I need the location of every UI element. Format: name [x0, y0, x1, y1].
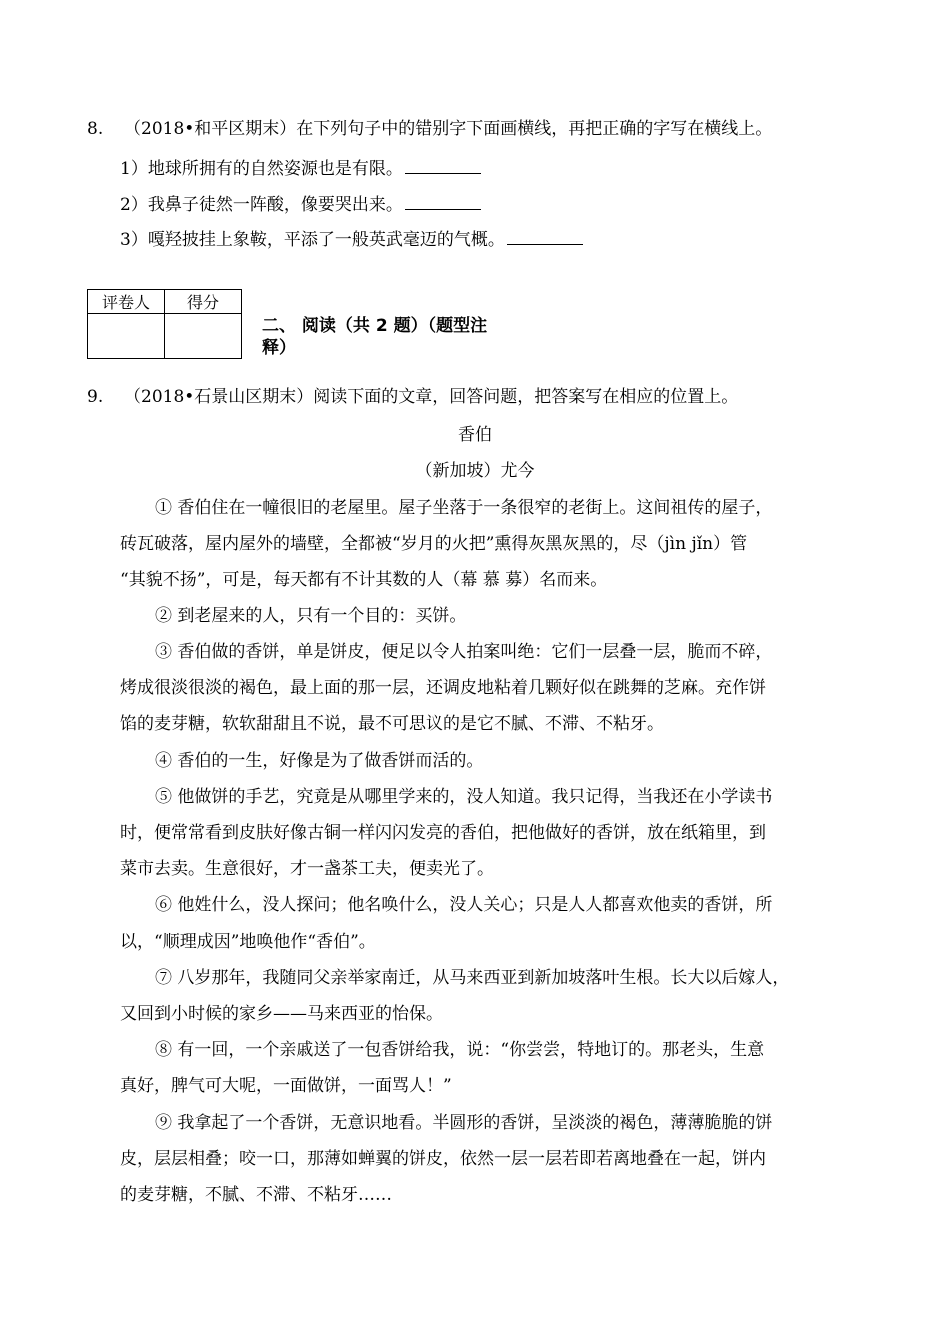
q8-item-2-blank[interactable]	[405, 195, 481, 210]
paragraph-line: 皮，层层相叠；咬一口，那薄如蝉翼的饼皮，依然一层一层若即若离地叠在一起，饼内	[120, 1149, 766, 1169]
q8-item-1-text: 1）地球所拥有的自然姿源也是有限。	[120, 159, 403, 179]
q8-item-2-text: 2）我鼻子徒然一阵酸，像要哭出来。	[120, 195, 403, 215]
article-title: 香伯	[458, 425, 492, 445]
paragraph-line: 又回到小时候的家乡——马来西亚的怡保。	[120, 1004, 443, 1024]
paragraph-line: ④ 香伯的一生，好像是为了做香饼而活的。	[155, 751, 484, 771]
score-table-grader-header: 评卷人	[88, 290, 165, 314]
score-table-score-header: 得分	[165, 290, 242, 314]
paragraph-line: ① 香伯住在一幢很旧的老屋里。屋子坐落于一条很窄的老街上。这间祖传的屋子，	[155, 498, 773, 518]
q9-number: 9.	[87, 387, 104, 407]
q8-item-3-text: 3）嘎羟披挂上象鞍，平添了一般英武毫迈的气概。	[120, 230, 505, 250]
paragraph-line: ② 到老屋来的人，只有一个目的：买饼。	[155, 606, 467, 626]
paragraph-line: 砖瓦破落，屋内屋外的墙壁，全都被“岁月的火把”熏得灰黑灰黑的，尽（jìn jǐn）管	[120, 534, 748, 554]
paragraph-line: ⑨ 我拿起了一个香饼，无意识地看。半圆形的香饼，呈淡淡的褐色，薄薄脆脆的饼	[155, 1113, 773, 1133]
q8-number: 8.	[87, 119, 104, 139]
q8-stem: （2018•和平区期末）在下列句子中的错别字下面画横线，再把正确的字写在横线上。	[124, 119, 773, 139]
paragraph-line: ⑧ 有一回，一个亲戚送了一包香饼给我，说：“你尝尝，特地订的。那老头，生意	[155, 1040, 765, 1060]
paragraph-line: 的麦芽糖，不腻、不滞、不粘牙……	[120, 1185, 392, 1205]
paragraph-line: 时，便常常看到皮肤好像古铜一样闪闪发亮的香伯，把他做好的香饼，放在纸箱里，到	[120, 823, 766, 843]
paragraph-line: ⑥ 他姓什么，没人探问；他名唤什么，没人关心；只是人人都喜欢他卖的香饼，所	[155, 895, 773, 915]
score-table-score-cell[interactable]	[165, 314, 242, 359]
paragraph-line: 真好，脾气可大呢，一面做饼，一面骂人！”	[120, 1076, 452, 1096]
score-table	[87, 289, 242, 359]
q8-item-1	[120, 158, 481, 180]
paragraph-line: “其貌不扬”，可是，每天都有不计其数的人（幕 慕 募）名而来。	[120, 570, 608, 590]
paragraph-line: ⑦ 八岁那年，我随同父亲举家南迁，从马来西亚到新加坡落叶生根。长大以后嫁人，	[155, 968, 790, 988]
paragraph-line: ③ 香伯做的香饼，单是饼皮，便足以令人拍案叫绝：它们一层叠一层，脆而不碎，	[155, 642, 773, 662]
score-table-grader-cell[interactable]	[88, 314, 165, 359]
section-title-line-1: 二、 阅读（共 2 题）（题型注	[262, 316, 488, 336]
paragraph-line: 以，“顺理成因”地唤他作“香伯”。	[120, 932, 376, 952]
q8-item-3	[120, 229, 583, 251]
article-author: （新加坡）尤今	[415, 461, 535, 481]
q9-stem: （2018•石景山区期末）阅读下面的文章，回答问题，把答案写在相应的位置上。	[124, 387, 739, 407]
paragraph-line: 馅的麦芽糖，软软甜甜且不说，最不可思议的是它不腻、不滞、不粘牙。	[120, 714, 664, 734]
q8-item-3-blank[interactable]	[507, 230, 583, 245]
q8-item-1-blank[interactable]	[405, 159, 481, 174]
q8-item-2	[120, 194, 481, 216]
paragraph-line: 菜市去卖。生意很好，才一盏茶工夫，便卖光了。	[120, 859, 494, 879]
paragraph-line: ⑤ 他做饼的手艺，究竟是从哪里学来的，没人知道。我只记得，当我还在小学读书	[155, 787, 773, 807]
section-title-line-2: 释）	[262, 338, 296, 358]
section-title	[262, 315, 562, 359]
paragraph-line: 烤成很淡很淡的褐色，最上面的那一层，还调皮地粘着几颗好似在跳舞的芝麻。充作饼	[120, 678, 766, 698]
